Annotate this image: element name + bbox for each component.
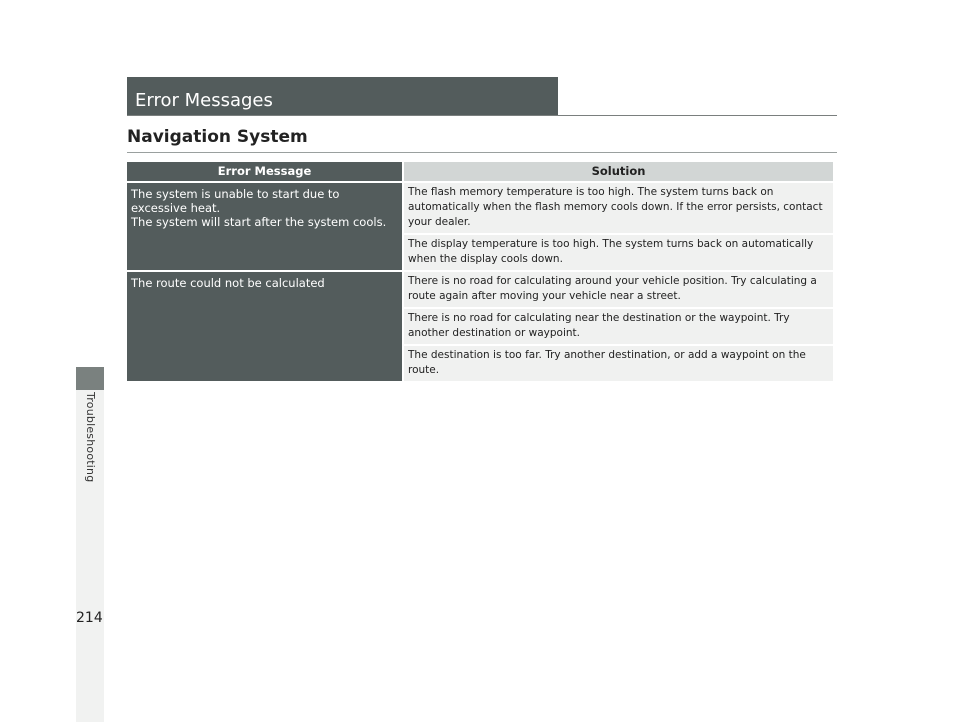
error-message-cell xyxy=(127,272,402,381)
solution-cell: The display temperature is too high. The system turns back on automatically when the display cools down. xyxy=(404,235,833,270)
sidebar-tab-marker xyxy=(76,367,104,390)
header-error-message: Error Message xyxy=(127,162,402,181)
chapter-title-banner xyxy=(127,77,558,115)
solution-cell: There is no road for calculating around your vehicle position. Try calculating a route again after moving your vehicle near a street. xyxy=(404,272,833,307)
solution-group xyxy=(404,183,833,270)
solution-cell: The destination is too far. Try another destination, or add a waypoint on the route. xyxy=(404,346,833,381)
page-number: 214 xyxy=(76,610,103,626)
sidebar-section-label: Troubleshooting xyxy=(84,392,97,483)
error-message-cell xyxy=(127,183,402,270)
section-rule xyxy=(127,152,837,153)
solution-cell: There is no road for calculating near the destination or the waypoint. Try another destination or waypoint. xyxy=(404,309,833,344)
section-heading: Navigation System xyxy=(127,127,308,147)
solution-cell: The flash memory temperature is too high. The system turns back on automatically when the flash memory cools down. If the error persists, contact your dealer. xyxy=(404,183,833,233)
error-message-line: The route could not be calculated xyxy=(131,276,325,290)
chapter-title: Error Messages xyxy=(135,90,273,111)
title-rule xyxy=(127,115,837,116)
solution-group xyxy=(404,272,833,381)
error-table xyxy=(127,162,833,381)
error-message-line: The system is unable to start due to excessive heat. xyxy=(131,187,340,215)
header-solution: Solution xyxy=(404,162,833,181)
error-message-line: The system will start after the system cools. xyxy=(131,215,387,229)
